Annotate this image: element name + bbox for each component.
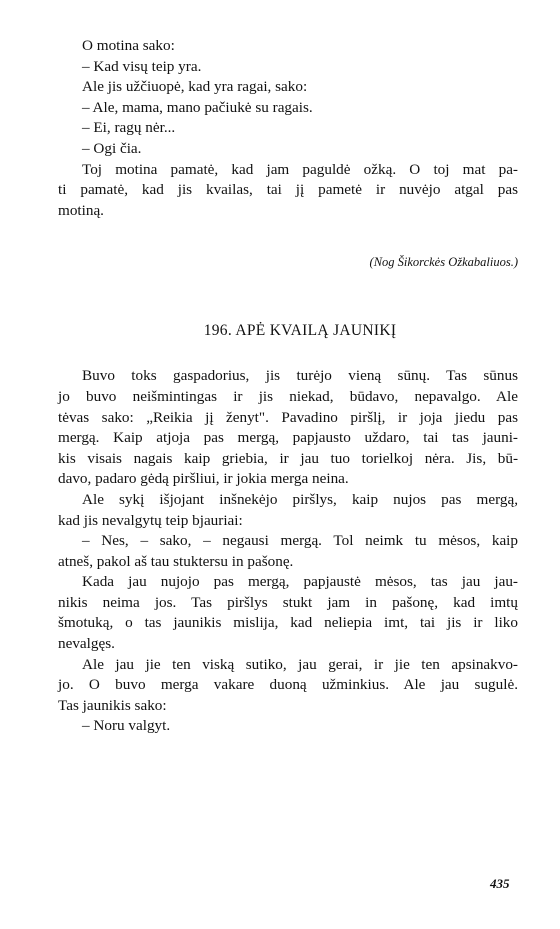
text-line: jo buvo neišmintingas ir jis niekad, būdavo, nepavalgo. Ale [58, 387, 518, 405]
text-line: – Nes, – sako, – negausi mergą. Tol neimk tu mėsos, kaip [82, 532, 518, 550]
text-line: Buvo toks gaspadorius, jis turėjo vieną sūnų. Tas sūnus [82, 367, 518, 385]
text-line: kis visais nagais kaip griebia, ir jau tuo torielkoj nėra. Jis, bū- [58, 449, 518, 467]
text-line: O motina sako: [82, 37, 175, 54]
text-line: nikis neima jos. Tas piršlys stukt jam in pašonę, kad imtų [58, 593, 518, 611]
text-line: ti pamatė, kad jis kvailas, tai jį pametė ir nuvėjo atgal pas [58, 181, 518, 199]
text-line: Kada jau nujojo pas mergą, papjaustė mėsos, tas jau jau- [82, 573, 518, 591]
text-line: kad jis nevalgytų teip bjauriai: [58, 511, 243, 529]
text-line: motiną. [58, 201, 104, 219]
text-line: mergą. Kaip atjoja pas mergą, papjausto uždaro, tai tas jauni- [58, 429, 518, 447]
text-line: Toj motina pamatė, kad jam paguldė ožką. O toj mat pa- [82, 160, 518, 178]
text-line: – Ogi čia. [82, 139, 142, 157]
text-line: šmotuką, o tas jaunikis mislija, kad neliepia imt, tai jis ir liko [58, 614, 518, 632]
text-line: atneš, pakol aš tau stuktersu in pašonę. [58, 552, 294, 570]
text-line: jo. O buvo merga vakare duoną užminkius. Ale jau sugulė. [58, 676, 518, 694]
text-line: davo, padaro gėdą piršliui, ir jokia merga neina. [58, 470, 349, 488]
text-line: – Ale, mama, mano pačiukė su ragais. [82, 98, 313, 116]
text-line: Tas jaunikis sako: [58, 696, 167, 714]
book-page [58, 36, 518, 737]
story-body [58, 366, 518, 737]
text-line: Ale jau jie ten viską sutiko, jau gerai, ir jie ten apsinakvo- [82, 655, 518, 673]
text-line: nevalgęs. [58, 635, 115, 653]
source-attribution: (Nog Šikorckės Ožkabaliuos.) [369, 255, 518, 270]
text-line: – Noru valgyt. [82, 717, 171, 735]
page-number: 435 [490, 876, 510, 891]
text-line: – Ei, ragų nėr... [82, 119, 176, 137]
text-line: Ale sykį išjojant inšnekėjo piršlys, kaip nujos pas mergą, [82, 490, 518, 508]
text-line: Ale jis užčiuopė, kad yra ragai, sako: [82, 78, 308, 96]
text-line: – Kad visų teip yra. [82, 57, 202, 75]
story-title: 196. APĖ KVAILĄ JAUNIKĮ [203, 322, 397, 340]
previous-story-ending [58, 36, 518, 221]
text-line: tėvas sako: „Reikia jį ženyt". Pavadino piršlį, ir joja jiedu pas [58, 408, 518, 426]
